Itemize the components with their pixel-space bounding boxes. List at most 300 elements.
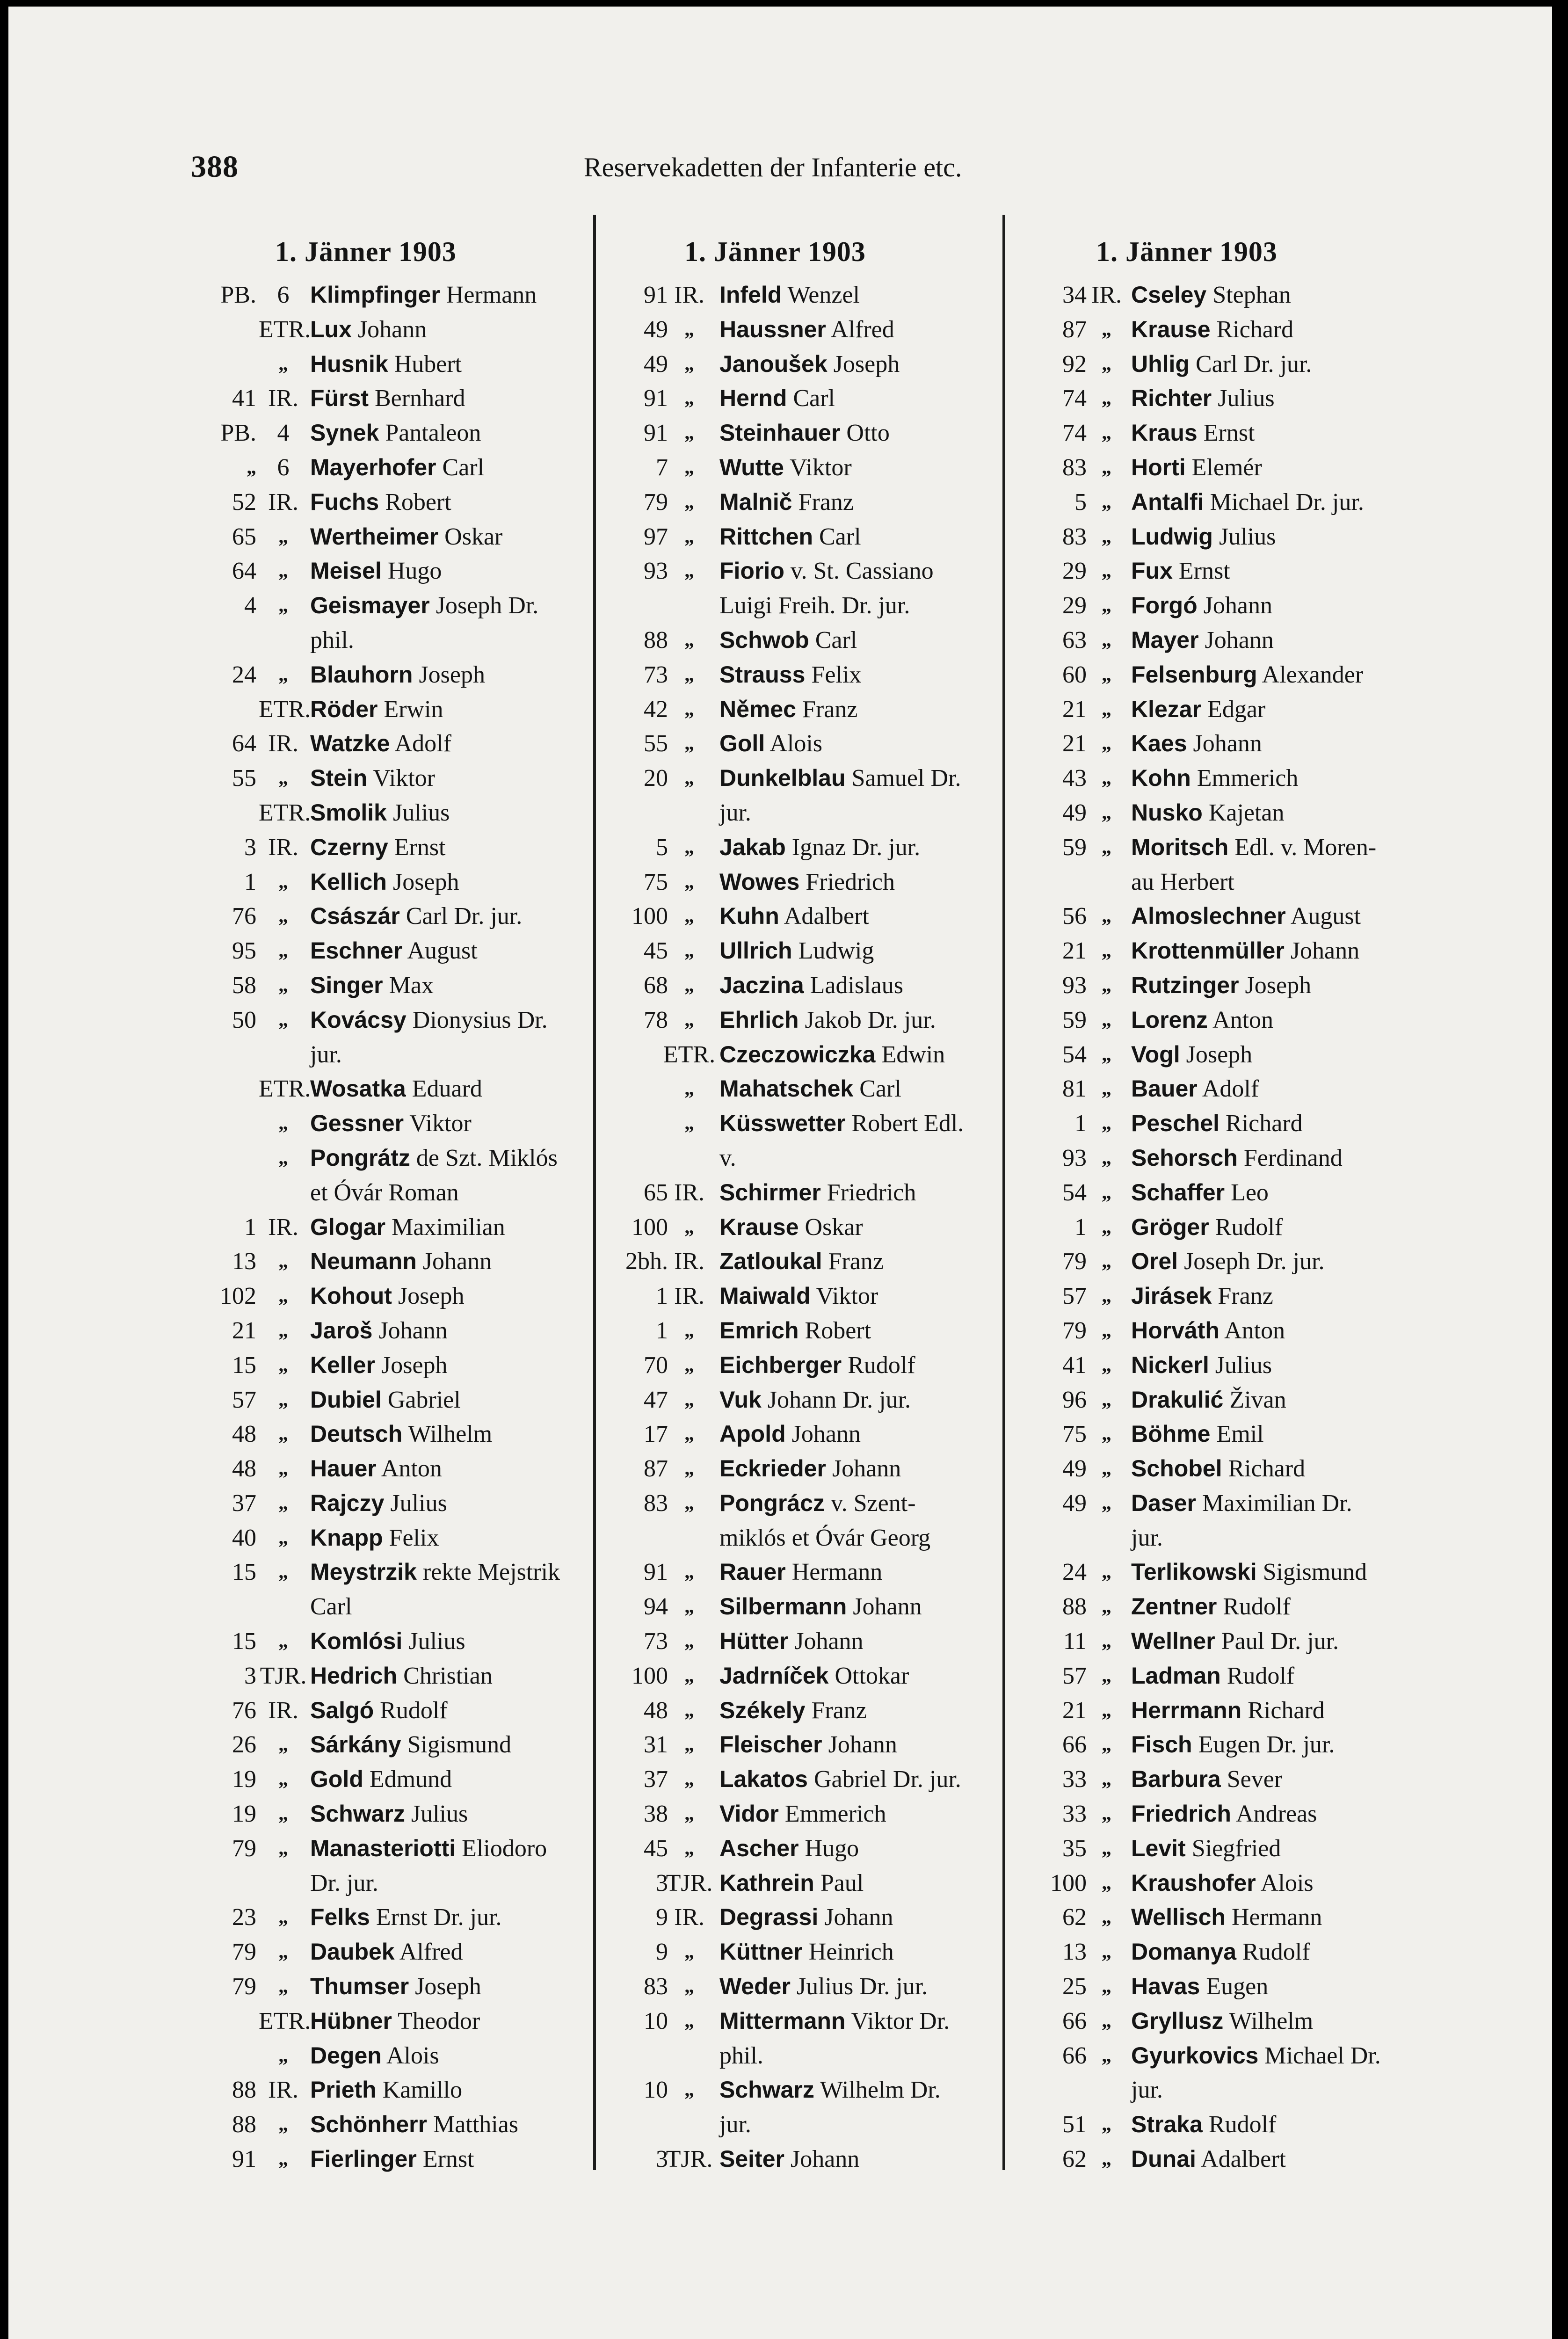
entry-unit: „ bbox=[1102, 1803, 1111, 1825]
roster-entry bbox=[196, 1900, 617, 1935]
entry-number: 91 bbox=[232, 2146, 256, 2173]
entry-surname: Vogl bbox=[1131, 1041, 1180, 1068]
entry-given-name: Julius bbox=[390, 1489, 447, 1517]
entry-name bbox=[719, 1900, 893, 1935]
entry-unit: IR. bbox=[268, 1213, 298, 1241]
entry-name bbox=[1131, 934, 1359, 968]
entry-number: 92 bbox=[1062, 350, 1087, 378]
entry-name bbox=[310, 1452, 442, 1486]
entry-surname: Küsswetter bbox=[719, 1110, 846, 1137]
entry-given-name: Viktor bbox=[790, 454, 852, 481]
entry-number: 79 bbox=[232, 1835, 256, 1862]
entry-unit: „ bbox=[684, 698, 694, 720]
roster-entry bbox=[196, 1728, 617, 1762]
entry-name bbox=[310, 1624, 465, 1659]
entry-unit: „ bbox=[1102, 422, 1111, 444]
entry-surname: Rittchen bbox=[719, 523, 813, 550]
roster-entry bbox=[603, 416, 1024, 450]
entry-name bbox=[719, 2107, 751, 2142]
entry-number: 45 bbox=[644, 1835, 668, 1862]
entry-unit: „ bbox=[1102, 1837, 1111, 1859]
entry-surname: Kraushofer bbox=[1131, 1869, 1256, 1896]
entry-number: 56 bbox=[1062, 903, 1087, 930]
roster-entry bbox=[1014, 381, 1435, 416]
entry-name bbox=[310, 381, 465, 416]
entry-given-name: Ladislaus bbox=[810, 972, 903, 999]
entry-number: 3 bbox=[244, 1662, 256, 1689]
entry-name bbox=[310, 2039, 439, 2073]
roster-entry bbox=[1014, 830, 1435, 865]
entry-name bbox=[719, 1624, 864, 1659]
entry-given-name: Maximilian Dr. bbox=[1202, 1489, 1352, 1517]
entry-given-name: Johann bbox=[853, 1593, 922, 1620]
entry-name bbox=[310, 1003, 548, 1038]
column-heading: 1. Jänner 1903 bbox=[1096, 236, 1278, 267]
entry-surname: Terlikowski bbox=[1131, 1559, 1257, 1585]
entry-unit: „ bbox=[1102, 1423, 1111, 1445]
entry-name bbox=[719, 2039, 763, 2073]
roster-entry bbox=[196, 830, 617, 865]
entry-given-name: Johann Dr. jur. bbox=[767, 1386, 911, 1413]
entry-given-name: Felix bbox=[389, 1524, 439, 1551]
entry-surname: Wellisch bbox=[1131, 1904, 1226, 1931]
entry-number: 73 bbox=[644, 1628, 668, 1655]
entry-given-name: Johann bbox=[832, 1455, 901, 1482]
entry-surname: Jadrníček bbox=[719, 1662, 829, 1689]
roster-entry bbox=[196, 968, 617, 1003]
entry-surname: Rauer bbox=[719, 1559, 786, 1585]
entry-surname: Degrassi bbox=[719, 1904, 819, 1931]
entry-surname: Kathrein bbox=[719, 1869, 814, 1896]
entry-unit: „ bbox=[684, 1803, 694, 1825]
entry-surname: Jakab bbox=[719, 834, 786, 860]
entry-name bbox=[310, 1072, 482, 1106]
roster-entry bbox=[196, 1797, 617, 1831]
entry-name bbox=[1131, 1693, 1325, 1728]
roster-entry bbox=[196, 2142, 617, 2177]
entry-surname: Hernd bbox=[719, 385, 787, 412]
entry-unit: „ bbox=[278, 1354, 288, 1376]
entry-given-name: Eduard bbox=[412, 1075, 482, 1103]
entry-number: 40 bbox=[232, 1524, 256, 1551]
entry-name bbox=[719, 968, 903, 1003]
entry-unit: IR. bbox=[674, 1248, 704, 1275]
entry-name bbox=[310, 899, 522, 934]
entry-number: 83 bbox=[1062, 454, 1087, 481]
entry-unit: „ bbox=[1102, 1941, 1111, 1963]
entry-number: 49 bbox=[644, 316, 668, 343]
roster-entry bbox=[603, 899, 1024, 934]
entry-name bbox=[719, 1348, 915, 1383]
entry-name bbox=[719, 830, 920, 865]
entry-given-name: Emmerich bbox=[1197, 765, 1299, 792]
roster-entry bbox=[1014, 1176, 1435, 1210]
entry-name bbox=[719, 485, 854, 520]
entry-given-name: Alfred bbox=[831, 316, 894, 343]
entry-number: 48 bbox=[232, 1421, 256, 1448]
entry-name bbox=[1131, 1797, 1317, 1831]
entry-given-name: de Szt. Miklós bbox=[416, 1144, 558, 1171]
roster-entry bbox=[196, 278, 617, 312]
entry-unit: „ bbox=[278, 1803, 288, 1825]
entry-surname: Kaes bbox=[1131, 730, 1187, 757]
entry-given-name: Rudolf bbox=[1227, 1662, 1295, 1689]
entry-surname: Krottenmüller bbox=[1131, 937, 1285, 964]
entry-given-name: Johann bbox=[790, 2146, 860, 2173]
roster-entry bbox=[603, 1176, 1024, 1210]
entry-name bbox=[1131, 1866, 1314, 1901]
roster-entry bbox=[1014, 658, 1435, 692]
entry-unit: „ bbox=[684, 1423, 694, 1445]
entry-name bbox=[310, 1969, 481, 2004]
entry-name bbox=[310, 1279, 465, 1314]
entry-given-name: Erwin bbox=[384, 696, 443, 723]
roster-entry bbox=[1014, 1866, 1435, 1901]
entry-surname: Fiorio bbox=[719, 558, 784, 584]
entry-number: PB. bbox=[220, 420, 256, 447]
entry-given-name: Max bbox=[389, 972, 434, 999]
entry-name bbox=[310, 1244, 492, 1279]
roster-entry bbox=[1014, 1417, 1435, 1452]
entry-unit: ETR. bbox=[259, 1075, 311, 1103]
entry-name bbox=[1131, 1590, 1291, 1624]
entry-unit: „ bbox=[278, 1630, 288, 1652]
roster-entry bbox=[196, 1624, 617, 1659]
entry-surname: Küttner bbox=[719, 1939, 803, 1965]
entry-number: 88 bbox=[232, 2077, 256, 2104]
entry-number: 5 bbox=[656, 834, 668, 861]
entry-name bbox=[1131, 1072, 1259, 1106]
entry-given-name: v. bbox=[719, 1144, 736, 1171]
entry-given-name: Edwin bbox=[881, 1041, 945, 1068]
roster-entry bbox=[1014, 1072, 1435, 1106]
entry-number: 83 bbox=[644, 1973, 668, 2000]
entry-surname: Steinhauer bbox=[719, 420, 841, 446]
entry-name bbox=[310, 830, 446, 865]
roster-entry bbox=[196, 658, 617, 692]
roster-entry bbox=[196, 1762, 617, 1797]
entry-name bbox=[719, 899, 869, 934]
entry-given-name: Dr. jur. bbox=[310, 1869, 378, 1896]
entry-name bbox=[719, 726, 822, 761]
roster-entry bbox=[196, 899, 617, 934]
entry-number: 42 bbox=[644, 696, 668, 723]
entry-surname: Gold bbox=[310, 1766, 363, 1793]
entry-given-name: Anton bbox=[1224, 1317, 1285, 1344]
entry-surname: Salgó bbox=[310, 1697, 374, 1723]
entry-unit: „ bbox=[1102, 1285, 1111, 1307]
entry-surname: Felks bbox=[310, 1904, 370, 1931]
entry-given-name: Richard bbox=[1228, 1455, 1306, 1482]
entry-name bbox=[719, 1452, 901, 1486]
entry-given-name: Wenzel bbox=[787, 282, 860, 308]
entry-surname: Hütter bbox=[719, 1628, 789, 1655]
entry-name bbox=[1131, 1624, 1339, 1659]
roster-entry bbox=[603, 761, 1024, 796]
entry-unit: „ bbox=[1102, 2044, 1111, 2066]
entry-surname: Rutzinger bbox=[1131, 972, 1239, 998]
entry-given-name: Luigi Freih. Dr. jur. bbox=[719, 592, 910, 619]
entry-unit: „ bbox=[278, 1423, 288, 1445]
roster-entry bbox=[196, 1590, 617, 1624]
roster-entry bbox=[603, 796, 1024, 830]
roster-entry bbox=[1014, 899, 1435, 934]
entry-unit: „ bbox=[1102, 1181, 1111, 1203]
entry-name bbox=[310, 588, 538, 623]
entry-given-name: Johann bbox=[791, 1421, 861, 1448]
entry-number: 55 bbox=[232, 765, 256, 792]
entry-name bbox=[719, 2004, 950, 2039]
entry-unit: „ bbox=[1102, 595, 1111, 617]
entry-name bbox=[310, 1728, 511, 1762]
entry-surname: Mayer bbox=[1131, 626, 1199, 653]
entry-surname: Schönherr bbox=[310, 2111, 428, 2138]
entry-surname: Knapp bbox=[310, 1524, 383, 1551]
entry-surname: Fux bbox=[1131, 558, 1173, 584]
entry-given-name: Richard bbox=[1216, 316, 1294, 343]
roster-entry bbox=[603, 1279, 1024, 1314]
entry-name bbox=[310, 2142, 474, 2177]
roster-entry bbox=[1014, 1969, 1435, 2004]
entry-surname: Sárkány bbox=[310, 1731, 401, 1758]
roster-entry bbox=[196, 1279, 617, 1314]
entry-given-name: Gabriel Dr. jur. bbox=[813, 1766, 961, 1793]
roster-entry bbox=[196, 1969, 617, 2004]
entry-given-name: jur. bbox=[1131, 2077, 1163, 2104]
roster-entry bbox=[1014, 796, 1435, 830]
roster-entry bbox=[603, 2073, 1024, 2107]
entry-name bbox=[1131, 2107, 1276, 2142]
entry-name bbox=[1131, 312, 1293, 347]
entry-name bbox=[719, 1555, 882, 1590]
entry-name bbox=[310, 347, 462, 382]
entry-number: 48 bbox=[644, 1697, 668, 1724]
entry-given-name: Pantaleon bbox=[385, 420, 481, 447]
roster-entry bbox=[1014, 1106, 1435, 1141]
entry-name bbox=[310, 485, 451, 520]
entry-name bbox=[719, 796, 751, 830]
entry-name bbox=[1131, 726, 1262, 761]
roster-entry bbox=[1014, 865, 1435, 900]
entry-name bbox=[1131, 1003, 1273, 1038]
entry-number: 49 bbox=[1062, 1489, 1087, 1517]
entry-unit: „ bbox=[1102, 353, 1111, 375]
entry-unit: „ bbox=[1102, 1319, 1111, 1341]
entry-given-name: Wilhelm bbox=[1229, 2007, 1314, 2034]
entry-name bbox=[719, 1728, 897, 1762]
entry-given-name: Joseph bbox=[419, 661, 485, 688]
entry-name bbox=[310, 2107, 518, 2142]
roster-entry bbox=[1014, 2004, 1435, 2039]
entry-given-name: Friedrich bbox=[806, 868, 895, 895]
entry-name bbox=[1131, 623, 1274, 658]
entry-number: 70 bbox=[644, 1351, 668, 1379]
entry-name bbox=[1131, 1417, 1264, 1452]
entry-surname: Székely bbox=[719, 1697, 806, 1723]
entry-surname: Blauhorn bbox=[310, 661, 413, 688]
entry-given-name: Samuel Dr. bbox=[851, 765, 961, 792]
entry-given-name: Hermann bbox=[446, 282, 537, 308]
entry-given-name: Adolf bbox=[394, 730, 451, 757]
entry-unit: „ bbox=[1102, 1906, 1111, 1928]
entry-given-name: Joseph bbox=[1186, 1041, 1253, 1068]
entry-name bbox=[310, 1831, 547, 1866]
entry-name bbox=[1131, 1279, 1273, 1314]
roster-entry bbox=[603, 1003, 1024, 1038]
entry-surname: Husnik bbox=[310, 350, 388, 377]
roster-entry bbox=[1014, 1831, 1435, 1866]
entry-unit: IR. bbox=[674, 1179, 704, 1206]
entry-unit: „ bbox=[1102, 1872, 1111, 1894]
entry-number: 66 bbox=[1062, 2042, 1087, 2069]
entry-unit: „ bbox=[1102, 456, 1111, 478]
entry-unit: „ bbox=[278, 1837, 288, 1859]
entry-number: 58 bbox=[232, 972, 256, 999]
entry-unit: „ bbox=[1102, 629, 1111, 651]
roster-entry bbox=[603, 1383, 1024, 1417]
entry-surname: Schwarz bbox=[310, 1801, 405, 1827]
entry-surname: Dunai bbox=[1131, 2146, 1196, 2172]
entry-surname: Glogar bbox=[310, 1213, 386, 1240]
roster-entry bbox=[1014, 1348, 1435, 1383]
entry-unit: „ bbox=[684, 1354, 694, 1376]
roster-entry bbox=[196, 1452, 617, 1486]
entry-name bbox=[719, 1417, 861, 1452]
entry-surname: Degen bbox=[310, 2042, 382, 2069]
entry-unit: „ bbox=[278, 2148, 288, 2170]
entry-surname: Czeczowiczka bbox=[719, 1041, 876, 1068]
entry-number: 49 bbox=[644, 350, 668, 378]
entry-number: 88 bbox=[232, 2111, 256, 2138]
entry-surname: Gessner bbox=[310, 1110, 404, 1137]
roster-entry bbox=[603, 347, 1024, 382]
entry-unit: „ bbox=[1102, 1043, 1111, 1065]
entry-unit: „ bbox=[1102, 387, 1111, 409]
entry-number: 31 bbox=[644, 1731, 668, 1758]
roster-entry bbox=[603, 450, 1024, 485]
roster-entry bbox=[603, 1831, 1024, 1866]
entry-name bbox=[1131, 1521, 1163, 1555]
entry-unit: „ bbox=[1102, 1078, 1111, 1100]
entry-name bbox=[1131, 520, 1276, 554]
entry-surname: Neumann bbox=[310, 1248, 417, 1275]
entry-number: PB. bbox=[220, 282, 256, 308]
entry-name bbox=[719, 934, 874, 968]
entry-number: 41 bbox=[232, 385, 256, 412]
entry-name bbox=[310, 968, 434, 1003]
entry-number: 60 bbox=[1062, 661, 1087, 688]
entry-surname: Daser bbox=[1131, 1489, 1196, 1516]
entry-number: 62 bbox=[1062, 1904, 1087, 1931]
entry-surname: Ascher bbox=[719, 1835, 799, 1861]
entry-name bbox=[719, 658, 861, 692]
roster-entry bbox=[196, 450, 617, 485]
entry-number: 34 bbox=[1062, 282, 1087, 308]
entry-number: 5 bbox=[1074, 488, 1087, 516]
entry-unit: „ bbox=[1102, 1976, 1111, 1998]
entry-unit: „ bbox=[278, 1941, 288, 1963]
entry-given-name: Emil bbox=[1216, 1421, 1264, 1448]
entry-given-name: Michael Dr. jur. bbox=[1210, 488, 1364, 516]
entry-given-name: au Herbert bbox=[1131, 868, 1234, 895]
entry-given-name: Eliodoro bbox=[462, 1835, 547, 1862]
entry-given-name: Michael Dr. bbox=[1264, 2042, 1381, 2069]
roster-entry bbox=[603, 520, 1024, 554]
entry-surname: Goll bbox=[719, 730, 765, 757]
entry-number: 37 bbox=[232, 1489, 256, 1517]
roster-entry bbox=[603, 554, 1024, 588]
entry-given-name: Alois bbox=[1260, 1869, 1314, 1896]
entry-surname: Ehrlich bbox=[719, 1006, 799, 1033]
roster-entry bbox=[603, 726, 1024, 761]
entry-name bbox=[310, 761, 435, 796]
entry-unit: „ bbox=[1102, 2114, 1111, 2136]
roster-entry bbox=[1014, 1383, 1435, 1417]
entry-number: 1 bbox=[1074, 1110, 1087, 1137]
entry-unit: „ bbox=[684, 629, 694, 651]
roster-entry bbox=[196, 1106, 617, 1141]
entry-number: 64 bbox=[232, 730, 256, 757]
roster-entry bbox=[196, 1866, 617, 1901]
entry-given-name: Ignaz Dr. jur. bbox=[791, 834, 921, 861]
entry-name bbox=[719, 416, 890, 450]
roster-entry bbox=[603, 1452, 1024, 1486]
entry-surname: Uhlig bbox=[1131, 350, 1190, 377]
entry-unit: „ bbox=[278, 1388, 288, 1410]
entry-unit: TJR. bbox=[260, 1662, 307, 1689]
roster-entry bbox=[196, 1555, 617, 1590]
entry-given-name: Andreas bbox=[1236, 1801, 1317, 1828]
roster-entry bbox=[603, 1486, 1024, 1521]
entry-unit: IR. bbox=[674, 282, 704, 308]
entry-given-name: Alois bbox=[769, 730, 823, 757]
roster-entry bbox=[1014, 761, 1435, 796]
entry-given-name: August bbox=[1290, 903, 1361, 930]
entry-surname: Kohout bbox=[310, 1283, 392, 1309]
roster-entry bbox=[196, 1176, 617, 1210]
entry-number: 38 bbox=[644, 1801, 668, 1828]
roster-entry bbox=[196, 726, 617, 761]
entry-number: 75 bbox=[644, 868, 668, 895]
entry-unit: „ bbox=[684, 1941, 694, 1963]
roster-entry bbox=[603, 1106, 1024, 1141]
entry-given-name: jur. bbox=[1131, 1524, 1163, 1551]
entry-unit: „ bbox=[278, 2114, 288, 2136]
entry-surname: Meystrzik bbox=[310, 1559, 417, 1585]
roster-entry bbox=[603, 1348, 1024, 1383]
entry-given-name: Franz bbox=[798, 488, 854, 516]
entry-unit: „ bbox=[278, 2044, 288, 2066]
entry-surname: Jaczina bbox=[719, 972, 804, 998]
entry-unit: „ bbox=[684, 905, 694, 927]
entry-name bbox=[1131, 1969, 1268, 2004]
entry-surname: Ludwig bbox=[1131, 523, 1213, 550]
entry-unit: „ bbox=[684, 767, 694, 789]
entry-surname: Friedrich bbox=[1131, 1801, 1231, 1827]
entry-given-name: Hugo bbox=[387, 558, 442, 585]
entry-name bbox=[310, 1866, 378, 1901]
roster-entry bbox=[1014, 520, 1435, 554]
entry-given-name: Ernst Dr. jur. bbox=[376, 1904, 502, 1931]
entry-given-name: Leo bbox=[1231, 1179, 1269, 1206]
roster-entry bbox=[196, 1521, 617, 1555]
entry-name bbox=[1131, 1244, 1325, 1279]
entry-name bbox=[1131, 1762, 1282, 1797]
entry-surname: Eichberger bbox=[719, 1351, 842, 1378]
roster-entry bbox=[1014, 1728, 1435, 1762]
entry-given-name: Wilhelm bbox=[408, 1421, 493, 1448]
entry-name bbox=[719, 1003, 936, 1038]
